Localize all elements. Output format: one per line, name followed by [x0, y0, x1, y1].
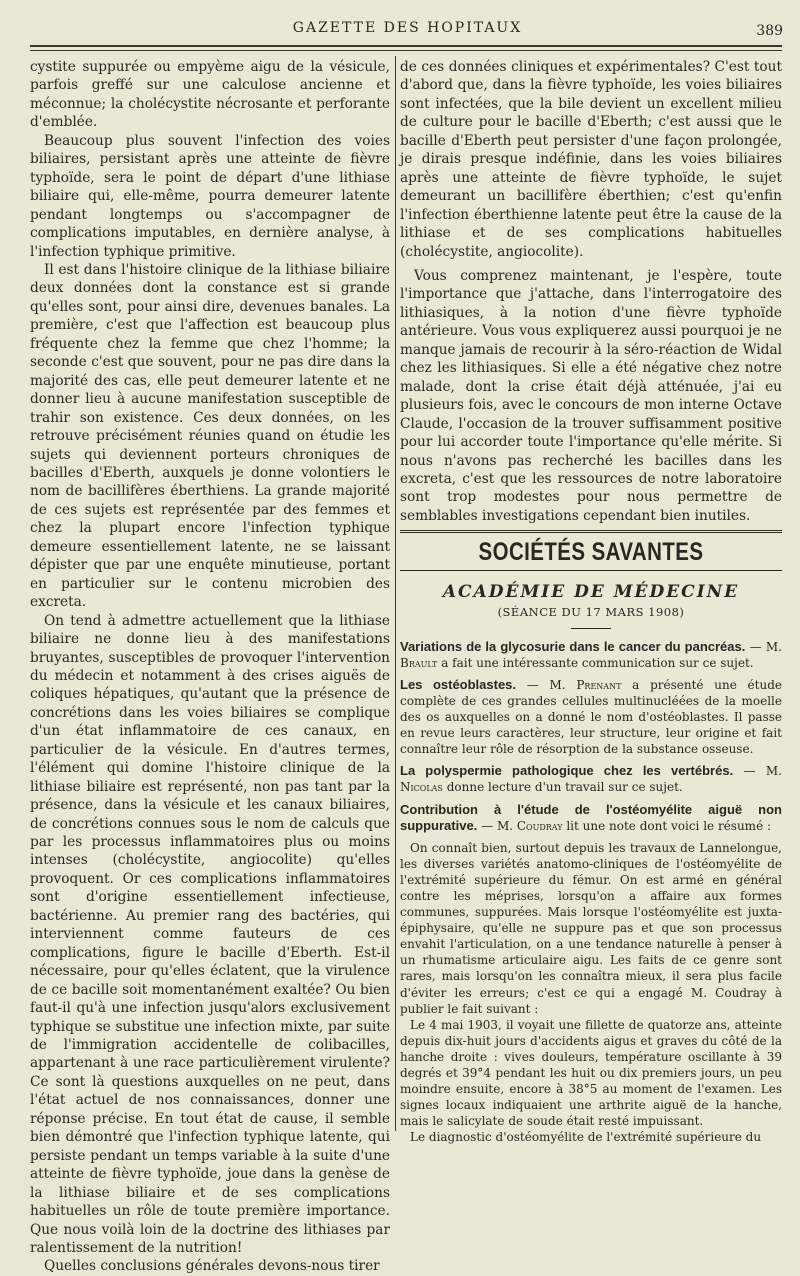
left-column [30, 58, 390, 1276]
report-entry: Les ostéoblastes. — M. Prenant a présenté une étude complète de ces grandes cellules multinucléées de la moelle des os auxquelles on a donné le nom d'ostéoblastes. Il passe en revue leurs caractères, leur structure, leur origine et fait connaître leur rôle de résorption de la substance osseuse. [400, 676, 782, 757]
entry-text: a présenté une étude complète de ces grandes cellules multinucléées de la moelle des os auxquelles on a donné le nom d'ostéoblastes. Il passe en revue leurs caractères, leur structure, leur origine et fait connaître leur rôle de résorption de la substance osseuse. [400, 677, 782, 757]
paragraph: cystite suppurée ou empyème aigu de la vésicule, parfois greffé sur une calculose ancienne et méconnue; la cholécystite nécrosante et perforante d'emblée. [30, 59, 390, 131]
academy-title: ACADÉMIE DE MÉDECINE [442, 581, 740, 602]
entry-title: Les ostéoblastes. [400, 676, 517, 692]
short-rule [571, 628, 611, 629]
entry-title: La polyspermie pathologique chez les vertébrés. [400, 763, 734, 779]
page-number: 389 [756, 23, 783, 39]
page-header [30, 20, 785, 42]
paragraph: Le diagnostic d'ostéomyélite de l'extrémité supérieure du [410, 1130, 762, 1145]
right-column [400, 58, 782, 1146]
paragraph: On tend à admettre actuellement que la lithiase biliaire ne donne lieu à des manifestations bruyantes, susceptibles de provoquer l'intervention du médecin et notamment à des crises aiguës de coliques hépatiques, qu'autant que la présence de concrétions dans les voies biliaires se complique d'un état inflammatoire de ces canaux, en particulier de la vésicule. En d'autres termes, l'élément qui domine l'histoire clinique de la lithiase biliaire est représenté, non pas tant par la présence, dans la vésicule et les canaux biliaires, de concrétions connues sous le nom de calculs que par les processus inflammatoires plus ou moins intenses (cholécystite, angiocolite) qu'elles provoquent. Or ces complications inflammatoires sont d'origine essentiellement infectieuse, bactérienne. Au premier rang des bactéries, qui interviennent comme fauteurs de ces complications, figure le bacille d'Eberth. Est-il nécessaire, pour qu'elles éclatent, que la virulence de ce bacille soit momentanément exaltée? Ou bien faut-il qu'à une infection jusqu'alors exclusivement typhique se substitue une infection mixte, par suite de l'immigration accidentelle de colibacilles, appartenant à une race particulièrement virulente? Ce sont là questions auxquelles on ne peut, dans l'état actuel de nos connaissances, donner une réponse précise. En tout état de cause, il semble bien démontré que l'infection typhique latente, qui persiste pendant un temps variable à la suite d'une atteinte de fièvre typhoïde, joue dans la genèse de la lithiase biliaire et de ses complications habituelles un rôle de toute première importance. Que nous voilà loin de la doctrine des lithiases par ralentissement de la nutrition! [30, 612, 390, 1256]
paragraph: Le 4 mai 1903, il voyait une fillette de quatorze ans, atteinte depuis dix-huit jours d'accidents aigus et graves du côté de la hanche droite : vives douleurs, température oscillante à 39 degrés et 39°4 pendant les huit ou dix premiers jours, un peu moindre ensuite, encore à 38°5 au moment de l'examen. Les signes locaux indiquaient une arthrite aiguë de la hanche, mais le salicylate de soude était resté impuissant. [400, 1017, 782, 1129]
section-title: SOCIÉTÉS SAVANTES [478, 538, 704, 567]
entry-author: M. Nicolas [400, 764, 782, 795]
paragraph: Il est dans l'histoire clinique de la lithiase biliaire deux données dont la constance est si grande qu'elles sont, pour ainsi dire, devenues banales. La première, c'est que l'affection est beaucoup plus fréquente chez la femme que chez l'homme; la seconde c'est que souvent, pour ne pas dire dans la majorité des cas, elle peut demeurer latente et ne donner lieu à aucune manifestation susceptible de trahir son existence. Ces deux données, on les retrouve précisément réunies quand on étudie les sujets qui deviennent porteurs chroniques de bacilles d'Eberth, auxquels je donne volontiers le nom de bacillifères éberthiens. La grande majorité de ces sujets est représentée par des femmes et chez la plupart encore l'infection typhique demeure essentiellement latente, ne se laissant dépister que par une enquête minutieuse, portant en particulier sur le contenu microbien des excreta. [30, 261, 390, 611]
paragraph: Beaucoup plus souvent l'infection des voies biliaires, persistant après une atteinte de fièvre typhoïde, sera le point de départ d'une lithiase biliaire qui, elle-même, pourra demeurer latente pendant longtemps ou s'accompagner de complications imputables, en dernière analyse, à l'infection typhique primitive. [30, 132, 390, 260]
paragraph: Vous comprenez maintenant, je l'espère, toute l'importance que j'attache, dans l'interrogatoire des lithiasiques, à la notion d'une fièvre typhoïde antérieure. Vous vous expliquerez aussi pourquoi je ne manque jamais de recourir à la séro-réaction de Widal chez les lithiasiques. Si elle a été négative chez notre malade, dont la crise était déjà atténuée, j'ai eu plusieurs fois, avec le concours de mon interne Octave Claude, l'occasion de la trouver suffisamment positive pour lui accorder toute l'importance qu'elle mérite. Si nous n'avons pas recherché les bacilles dans les excreta, c'est que les ressources de notre laboratoire sont trop modestes pour nous permettre de semblables investigations cependant bien inutiles. [400, 267, 782, 524]
entry-text: a fait une intéressante communication sur ce sujet. [441, 655, 754, 670]
entry-author: M. Coudray [496, 818, 563, 833]
report-entry: Contribution à l'étude de l'ostéomyélite aiguë non suppurative. — M. Coudray lit une note dont voici le résumé : [400, 801, 782, 833]
paragraph: de ces données cliniques et expérimentales? C'est tout d'abord que, dans la fièvre typhoïde, les voies biliaires sont infectées, que la bile devient un excellent milieu de culture pour le bacille d'Eberth; c'est aussi que le bacille d'Eberth peut persister d'une façon prolongée, je dirais presque indéfinie, dans les voies biliaires après une atteinte de fièvre typhoïde, le sujet demeurant un bacillifère éberthien; c'est qu'enfin l'infection éberthienne latente peut être la cause de la lithiase et de ses complications habituelles (cholécystite, angiocolite). [400, 59, 782, 260]
entry-text: donne lecture d'un travail sur ce sujet. [446, 780, 683, 795]
report-entry: Variations de la glycosurie dans le cancer du pancréas. — M. Brault a fait une intéressante communication sur ce sujet. [400, 638, 782, 670]
entry-text: lit une note dont voici le résumé : [566, 818, 772, 833]
session-report [400, 639, 782, 1146]
paragraph: On connaît bien, surtout depuis les travaux de Lannelongue, les diverses variétés anatomo-cliniques de l'ostéomyélite de l'extrémité supérieure du fémur. On est armé en général contre les méprises, lorsqu'on a affaire aux formes communes, suppurées. Mais lorsque l'ostéomyélite est juxta-épiphysaire, qu'elle ne suppure pas et que son processus envahit l'articulation, on a une tendance naturelle à penser à un rhumatisme articulaire aigu. Les faits de ce genre sont rares, mais lorsqu'on les connaîtra mieux, il sera plus facile d'éviter les erreurs; c'est ce qui a engagé M. Coudray à publier le fait suivant : [400, 840, 782, 1016]
header-rule [30, 45, 782, 47]
report-entry: La polyspermie pathologique chez les vertébrés. — M. Nicolas donne lecture d'un travail sur ce sujet. [400, 763, 782, 795]
entry-author: M. Brault [400, 639, 782, 670]
entry-author: M. Prenant [549, 677, 622, 692]
session-date: (SÉANCE DU 17 MARS 1908) [497, 605, 685, 620]
entry-title: Contribution à l'étude de l'ostéomyélite aiguë non suppurative. [400, 801, 782, 833]
section-rule [400, 570, 782, 571]
journal-title: GAZETTE DES HOPITAUX [292, 20, 523, 36]
section-separator [400, 530, 782, 533]
header-rule-thin [30, 50, 782, 51]
paragraph: Quelles conclusions générales devons-nous tirer [44, 1258, 380, 1275]
entry-title: Variations de la glycosurie dans le cancer du pancréas. [400, 638, 746, 654]
column-divider [395, 56, 396, 1131]
